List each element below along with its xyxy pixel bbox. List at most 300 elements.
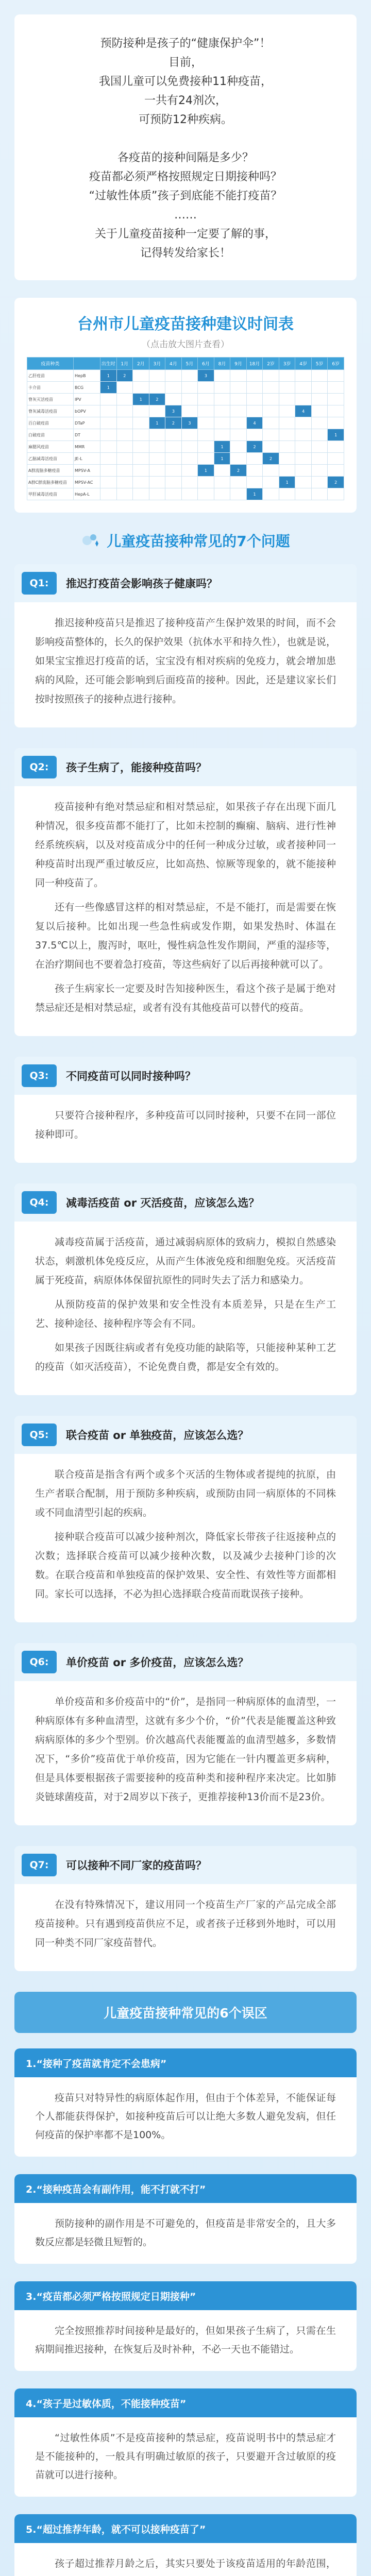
qa-paragraph: 减毒疫苗属于活疫苗，通过减弱病原体的致病力，模拟自然感染状态，刺激机体免疫反应，从而产生体液免疫和细胞免疫。灭活疫苗属于死疫苗，病原体体保留抗原性的同时失去了活力和感染力。 (35, 1236, 336, 1286)
qa-card (14, 1416, 357, 1622)
schedule-cell (214, 465, 230, 477)
section-title-text: 儿童疫苗接种常见的7个问题 (107, 533, 290, 550)
schedule-cell (279, 417, 295, 429)
qa-badge: Q5: (22, 1423, 57, 1446)
schedule-cell (279, 465, 295, 477)
schedule-cell (230, 429, 247, 441)
schedule-cell (311, 382, 328, 394)
schedule-cell (328, 465, 344, 477)
schedule-cell (198, 441, 214, 453)
schedule-cell: 2 (149, 394, 165, 405)
schedule-cell (246, 370, 263, 382)
schedule-cell (328, 441, 344, 453)
schedule-cell (311, 429, 328, 441)
schedule-cell (279, 441, 295, 453)
schedule-cell (133, 441, 149, 453)
qa-question-bar[interactable] (14, 1183, 357, 1222)
schedule-cell (198, 477, 214, 488)
schedule-cell: HepA-L (74, 488, 100, 500)
schedule-cell (116, 417, 133, 429)
schedule-cell (116, 382, 133, 394)
schedule-cell (165, 394, 182, 405)
qa-answer (14, 1222, 357, 1377)
schedule-cell (149, 453, 165, 465)
schedule-cell (198, 488, 214, 500)
qa-paragraph: 联合疫苗是指含有两个或多个灭活的生物体或者提纯的抗原，由生产者联合配制，用于预防多种疾病，或预防由同一病原体的不同株或不同血清型引起的疾病。 (35, 1469, 336, 1518)
schedule-cell (165, 488, 182, 500)
sparkle-icon (81, 530, 102, 551)
schedule-cell: HepB (74, 370, 100, 382)
intro-line: 疫苗都必须严格按照规定日期接种吗？ (89, 171, 282, 183)
schedule-cell (263, 441, 279, 453)
schedule-cell (214, 370, 230, 382)
misconception-paragraph: “过敏性体质”不是疫苗接种的禁忌症，疫苗说明书中的禁忌症才是不能接种的，一般具有明确过敏原的孩子，只要避开含过敏原的疫苗就可以进行接种。 (35, 2432, 336, 2481)
schedule-cell (181, 453, 198, 465)
schedule-cell (165, 382, 182, 394)
qa-paragraph: 还有一些像感冒这样的相对禁忌症，不是不能打，而是需要在恢复以后接种。比如出现一些急性病或发作期，如果发热时、体温在37.5℃以上，腹泻时，呕吐，慢性病急性发作期间，严重的湿疹等，在治疗期间也不要着急打疫苗，等这些病好了以后再接种就可以了。 (35, 902, 336, 970)
schedule-cell (133, 405, 149, 417)
schedule-row (27, 394, 344, 405)
schedule-cell (230, 394, 247, 405)
schedule-cell (100, 488, 117, 500)
qa-answer (14, 786, 357, 1018)
schedule-cell (295, 370, 312, 382)
schedule-cell (181, 441, 198, 453)
schedule-cell (181, 488, 198, 500)
schedule-table[interactable] (27, 357, 344, 500)
schedule-cell (116, 453, 133, 465)
schedule-cell: 1 (133, 394, 149, 405)
schedule-header-cell: 8月 (214, 358, 230, 370)
schedule-header-cell (74, 358, 100, 370)
schedule-cell (230, 477, 247, 488)
schedule-cell: IPV (74, 394, 100, 405)
schedule-cell (246, 465, 263, 477)
misconception-card (14, 2388, 357, 2497)
schedule-cell (246, 477, 263, 488)
schedule-cell (295, 382, 312, 394)
schedule-cell: JE-L (74, 453, 100, 465)
schedule-cell: A群C群流脑多糖疫苗 (27, 477, 74, 488)
schedule-cell (133, 453, 149, 465)
schedule-cell (116, 394, 133, 405)
schedule-cell (100, 441, 117, 453)
schedule-cell (133, 382, 149, 394)
schedule-header-cell: 出生时 (100, 358, 117, 370)
schedule-header-cell: 6岁 (328, 358, 344, 370)
misconception-body (14, 2203, 357, 2251)
schedule-cell (181, 465, 198, 477)
schedule-cell (181, 405, 198, 417)
misconception-body (14, 2310, 357, 2359)
schedule-cell (246, 394, 263, 405)
qa-paragraph: 只要符合接种程序，多种疫苗可以同时接种，只要不在同一部位接种即可。 (35, 1110, 336, 1140)
qa-question-bar[interactable] (14, 1416, 357, 1454)
qa-list (0, 564, 371, 1971)
misconception-paragraph: 孩子超过推荐月龄之后，其实只要处于该疫苗适用的年龄范围， (55, 2558, 336, 2569)
qa-card (14, 1057, 357, 1163)
schedule-cell (181, 394, 198, 405)
schedule-cell (311, 417, 328, 429)
misconception-body (14, 2077, 357, 2144)
schedule-cell (165, 441, 182, 453)
qa-question-bar[interactable] (14, 564, 357, 602)
schedule-cell (198, 382, 214, 394)
qa-question-bar[interactable] (14, 1846, 357, 1884)
misconception-title: 1.“接种了疫苗就肯定不会患病” (14, 2048, 357, 2077)
schedule-cell (279, 382, 295, 394)
schedule-row (27, 370, 344, 382)
schedule-cell (198, 429, 214, 441)
schedule-cell (279, 429, 295, 441)
qa-badge: Q1: (22, 572, 57, 595)
schedule-cell (181, 382, 198, 394)
schedule-cell (328, 382, 344, 394)
schedule-cell (100, 453, 117, 465)
schedule-cell (214, 417, 230, 429)
misconception-paragraph: 疫苗只对特异性的病原体起作用，但由于个体差异，不能保证每个人都能获得保护，如接种疫苗后可以让绝大多数人避免发病，但任何疫苗的保护率都不是100%。 (35, 2092, 336, 2141)
intro-line: 记得转发给家长！ (140, 247, 231, 260)
intro-line: “过敏性体质”孩子到底能不能打疫苗？ (89, 190, 282, 202)
schedule-cell: 1 (328, 429, 344, 441)
schedule-cell (263, 465, 279, 477)
qa-question: 推迟打疫苗会影响孩子健康吗？ (66, 578, 217, 590)
schedule-row (27, 477, 344, 488)
schedule-cell: 1 (214, 441, 230, 453)
schedule-header-cell: 2岁 (263, 358, 279, 370)
schedule-title: 台州市儿童疫苗接种建议时间表 (77, 315, 294, 333)
intro-line: 预防接种是孩子的“健康保护伞”！ (100, 37, 271, 50)
schedule-cell (214, 488, 230, 500)
schedule-cell (230, 488, 247, 500)
schedule-cell (116, 477, 133, 488)
schedule-cell (100, 429, 117, 441)
qa-question-bar[interactable] (14, 1057, 357, 1095)
schedule-cell: 1 (279, 477, 295, 488)
schedule-cell: 4 (295, 405, 312, 417)
schedule-cell (198, 417, 214, 429)
qa-answer (14, 1095, 357, 1144)
schedule-cell (230, 453, 247, 465)
schedule-cell (165, 477, 182, 488)
schedule-cell (311, 441, 328, 453)
qa-badge: Q7: (22, 1854, 57, 1876)
misconception-title: 3.“疫苗都必须严格按照规定日期接种” (14, 2281, 357, 2310)
schedule-cell (295, 417, 312, 429)
schedule-cell (279, 370, 295, 382)
schedule-cell: 2 (230, 465, 247, 477)
schedule-cell (230, 405, 247, 417)
intro-line: 一共有24剂次， (144, 94, 227, 107)
qa-card (14, 748, 357, 1036)
schedule-cell: 3 (165, 405, 182, 417)
schedule-cell (100, 465, 117, 477)
section-title (0, 530, 371, 551)
schedule-row (27, 465, 344, 477)
schedule-cell (116, 488, 133, 500)
misconception-card (14, 2281, 357, 2371)
schedule-row (27, 405, 344, 417)
schedule-cell (100, 477, 117, 488)
qa-question: 联合疫苗 or 单独疫苗，应该怎么选？ (66, 1429, 249, 1442)
schedule-cell: 乙肝疫苗 (27, 370, 74, 382)
schedule-cell (311, 465, 328, 477)
schedule-card (14, 298, 357, 513)
qa-paragraph: 从预防疫苗的保护效果和安全性没有本质差异，只是在生产工艺、接种途径、接种程序等会有不同。 (35, 1299, 336, 1329)
schedule-cell: 2 (328, 477, 344, 488)
schedule-cell (263, 488, 279, 500)
schedule-cell (165, 465, 182, 477)
schedule-cell (230, 417, 247, 429)
schedule-cell (263, 477, 279, 488)
schedule-cell (311, 394, 328, 405)
qa-card (14, 564, 357, 727)
qa-answer (14, 1884, 357, 1953)
schedule-cell (311, 488, 328, 500)
misconception-title: 2.“接种疫苗会有副作用，能不打就不打” (14, 2174, 357, 2203)
schedule-subtitle: （点击放大图片查看） (142, 340, 229, 350)
qa-question: 减毒活疫苗 or 灭活疫苗，应该怎么选？ (66, 1197, 260, 1209)
schedule-header-cell: 18月 (246, 358, 263, 370)
schedule-header-cell: 4岁 (295, 358, 312, 370)
misconception-body (14, 2543, 357, 2576)
schedule-cell: A群流脑多糖疫苗 (27, 465, 74, 477)
schedule-cell (279, 488, 295, 500)
schedule-cell: 1 (149, 417, 165, 429)
intro-line (35, 129, 336, 148)
qa-paragraph: 接种联合疫苗可以减少接种剂次，降低家长带孩子往返接种点的次数；选择联合疫苗可以减少接种次数，以及减少去接种门诊的次数。在联合疫苗和单独疫苗的保护效果、安全性、有效性等方面都相同。家长可以选择，不必为担心选择联合疫苗而耽误孩子接种。 (35, 1531, 336, 1600)
qa-badge: Q4: (22, 1191, 57, 1214)
schedule-cell (181, 429, 198, 441)
schedule-cell (133, 370, 149, 382)
qa-badge: Q2: (22, 756, 57, 778)
schedule-cell (263, 417, 279, 429)
schedule-cell: bOPV (74, 405, 100, 417)
qa-card (14, 1643, 357, 1825)
schedule-cell (149, 429, 165, 441)
schedule-cell: 百白破疫苗 (27, 417, 74, 429)
schedule-cell (263, 382, 279, 394)
qa-answer (14, 602, 357, 709)
schedule-cell: 甲肝减毒活疫苗 (27, 488, 74, 500)
schedule-cell (100, 405, 117, 417)
schedule-cell (149, 441, 165, 453)
schedule-cell (328, 453, 344, 465)
schedule-header-cell: 疫苗种类 (27, 358, 74, 370)
schedule-cell (263, 405, 279, 417)
misconception-card (14, 2174, 357, 2264)
misconception-title: 5.“超过推荐年龄，就不可以接种疫苗了” (14, 2514, 357, 2543)
intro-line: 关于儿童疫苗接种一定要了解的事， (94, 228, 276, 241)
schedule-cell (328, 417, 344, 429)
schedule-cell: DT (74, 429, 100, 441)
schedule-cell (295, 394, 312, 405)
qa-question-bar[interactable] (14, 1643, 357, 1681)
misconception-body (14, 2417, 357, 2484)
schedule-cell (116, 465, 133, 477)
schedule-cell (263, 394, 279, 405)
qa-badge: Q3: (22, 1064, 57, 1087)
qa-paragraph: 疫苗接种有绝对禁忌症和相对禁忌症，如果孩子存在出现下面几种情况，很多疫苗都不能打了，比如未控制的癫痫、脑病、进行性神经系统疾病，以及对疫苗成分中的任何一种成分过敏，或者接种同一种疫苗时出现严重过敏反应，比如高热、惊厥等现象的，就不能接种同一种疫苗了。 (35, 801, 336, 889)
qa-card (14, 1846, 357, 1971)
schedule-cell (295, 465, 312, 477)
misconception-paragraph: 预防接种的副作用是不可避免的，但疫苗是非常安全的，且大多数反应都是轻微且短暂的。 (35, 2218, 336, 2248)
qa-question: 孩子生病了，能接种疫苗吗？ (66, 761, 207, 774)
schedule-cell (263, 370, 279, 382)
schedule-header-cell: 2月 (133, 358, 149, 370)
schedule-cell (295, 477, 312, 488)
schedule-cell (295, 441, 312, 453)
schedule-cell (246, 453, 263, 465)
schedule-cell: 2 (246, 441, 263, 453)
schedule-cell (100, 417, 117, 429)
schedule-cell: 2 (116, 370, 133, 382)
schedule-cell (295, 453, 312, 465)
schedule-cell: MPSV-AC (74, 477, 100, 488)
schedule-cell (295, 429, 312, 441)
schedule-cell (279, 394, 295, 405)
schedule-cell (133, 465, 149, 477)
schedule-cell (116, 441, 133, 453)
schedule-cell (149, 370, 165, 382)
schedule-cell (165, 453, 182, 465)
schedule-cell (181, 477, 198, 488)
schedule-header-row (27, 358, 344, 370)
intro-line: 可预防12种疾病。 (139, 113, 232, 126)
schedule-cell (214, 429, 230, 441)
schedule-row (27, 488, 344, 500)
schedule-header-cell: 4月 (165, 358, 182, 370)
misconception-header: 儿童疫苗接种常见的6个误区 (14, 1992, 357, 2033)
qa-paragraph: 在没有特殊情况下，建议用同一个疫苗生产厂家的产品完成全部疫苗接种。只有遇到疫苗供应不足，或者孩子迁移到外地时，可以用同一种类不同厂家疫苗替代。 (35, 1899, 336, 1948)
schedule-cell: 乙脑减毒活疫苗 (27, 453, 74, 465)
schedule-cell (100, 394, 117, 405)
schedule-header-cell: 3岁 (279, 358, 295, 370)
schedule-cell (165, 429, 182, 441)
qa-question: 不同疫苗可以同时接种吗？ (66, 1070, 196, 1082)
schedule-cell (198, 394, 214, 405)
schedule-cell (311, 370, 328, 382)
intro-line: 各疫苗的接种间隔是多少？ (117, 151, 254, 164)
qa-question-bar[interactable] (14, 748, 357, 786)
schedule-cell (198, 405, 214, 417)
intro-line: 我国儿童可以免费接种11种疫苗， (99, 75, 272, 88)
schedule-cell (279, 453, 295, 465)
schedule-cell: 麻腮风疫苗 (27, 441, 74, 453)
schedule-cell (149, 382, 165, 394)
schedule-cell (214, 405, 230, 417)
schedule-cell (149, 488, 165, 500)
intro-card (14, 14, 357, 280)
misconception-paragraph: 完全按照推荐时间接种是最好的，但如果孩子生病了，只需在生病期间推迟接种，在恢复后及时补种，不必一天也不能错过。 (35, 2325, 336, 2355)
schedule-cell (165, 370, 182, 382)
schedule-cell (181, 370, 198, 382)
misconception-card (14, 2048, 357, 2157)
schedule-cell: 脊灰灭活疫苗 (27, 394, 74, 405)
schedule-row (27, 453, 344, 465)
schedule-cell (246, 405, 263, 417)
qa-paragraph: 单价疫苗和多价疫苗中的“价”，是指同一种病原体的血清型，一种病原体有多种血清型，这就有多少个价，“价”代表是能覆盖这种致病病原体的多少个型别。价次越高代表能覆盖的血清型越多，多数情况下，“多价”疫苗优于单价疫苗，因为它能在一针内覆盖更多病种，但是具体要根据孩子需要接种的疫苗种类和接种程序来决定。比如肺炎链球菌疫苗，对于2周岁以下孩子，更推荐接种13价而不是23价。 (35, 1696, 336, 1803)
schedule-row (27, 429, 344, 441)
schedule-cell (230, 370, 247, 382)
schedule-cell (328, 488, 344, 500)
schedule-cell (149, 477, 165, 488)
schedule-cell (133, 477, 149, 488)
schedule-cell: 3 (198, 370, 214, 382)
schedule-cell: 1 (100, 382, 117, 394)
qa-question: 单价疫苗 or 多价疫苗，应该怎么选？ (66, 1656, 249, 1669)
schedule-header-cell: 6月 (198, 358, 214, 370)
qa-answer (14, 1454, 357, 1604)
schedule-cell (311, 405, 328, 417)
schedule-cell: 1 (100, 370, 117, 382)
schedule-cell (133, 429, 149, 441)
schedule-cell (246, 429, 263, 441)
qa-badge: Q6: (22, 1651, 57, 1673)
schedule-header-cell: 5岁 (311, 358, 328, 370)
schedule-cell (149, 465, 165, 477)
schedule-cell (311, 453, 328, 465)
misconception-card (14, 2514, 357, 2576)
schedule-cell: BCG (74, 382, 100, 394)
schedule-cell (133, 488, 149, 500)
schedule-cell: 1 (198, 465, 214, 477)
schedule-cell (116, 429, 133, 441)
schedule-cell: 1 (246, 488, 263, 500)
schedule-cell: 白破疫苗 (27, 429, 74, 441)
schedule-cell (246, 382, 263, 394)
schedule-cell (214, 382, 230, 394)
misconception-title: 4.“孩子是过敏体质，不能接种疫苗” (14, 2388, 357, 2417)
schedule-cell (149, 405, 165, 417)
misconception-list (0, 2048, 371, 2576)
schedule-cell: 3 (181, 417, 198, 429)
schedule-cell (214, 477, 230, 488)
schedule-cell (328, 370, 344, 382)
schedule-header-cell: 1月 (116, 358, 133, 370)
qa-paragraph: 如果孩子因既往病或者有免疫功能的缺陷等，只能接种某种工艺的疫苗（如灭活疫苗），不论免费自费，都是安全有效的。 (35, 1342, 336, 1372)
qa-answer (14, 1681, 357, 1807)
schedule-cell: 4 (246, 417, 263, 429)
qa-question: 可以接种不同厂家的疫苗吗？ (66, 1859, 207, 1872)
schedule-cell: DTaP (74, 417, 100, 429)
schedule-row (27, 382, 344, 394)
schedule-cell: 脊灰减毒活疫苗 (27, 405, 74, 417)
schedule-header-cell: 9月 (230, 358, 247, 370)
intro-line: 目前， (168, 56, 203, 69)
schedule-cell: 卡介苗 (27, 382, 74, 394)
schedule-row (27, 417, 344, 429)
schedule-cell: 1 (214, 453, 230, 465)
schedule-cell (263, 429, 279, 441)
schedule-cell: 2 (263, 453, 279, 465)
schedule-header-cell: 5月 (181, 358, 198, 370)
schedule-row (27, 441, 344, 453)
qa-paragraph: 推迟接种疫苗只是推迟了接种疫苗产生保护效果的时间，而不会影响疫苗整体的，长久的保护效果（抗体水平和持久性），也就是说，如果宝宝推迟打疫苗的话，宝宝没有相对疾病的免疫力，就会增加患病的风险，还可能会影响到后面疫苗的接种。因此，还是建议家长们按时按照孩子的接种点进行接种。 (35, 617, 336, 705)
intro-line: …… (174, 209, 197, 222)
qa-paragraph: 孩子生病家长一定要及时告知接种医生，看这个孩子是属于绝对禁忌症还是相对禁忌症，或者有没有其他疫苗可以替代的疫苗。 (35, 983, 336, 1013)
schedule-cell (328, 394, 344, 405)
schedule-header-cell: 3月 (149, 358, 165, 370)
schedule-cell (214, 394, 230, 405)
schedule-cell (311, 477, 328, 488)
schedule-cell (230, 382, 247, 394)
schedule-cell (230, 441, 247, 453)
schedule-cell (133, 417, 149, 429)
schedule-cell (198, 453, 214, 465)
schedule-cell: MPSV-A (74, 465, 100, 477)
qa-card (14, 1183, 357, 1395)
